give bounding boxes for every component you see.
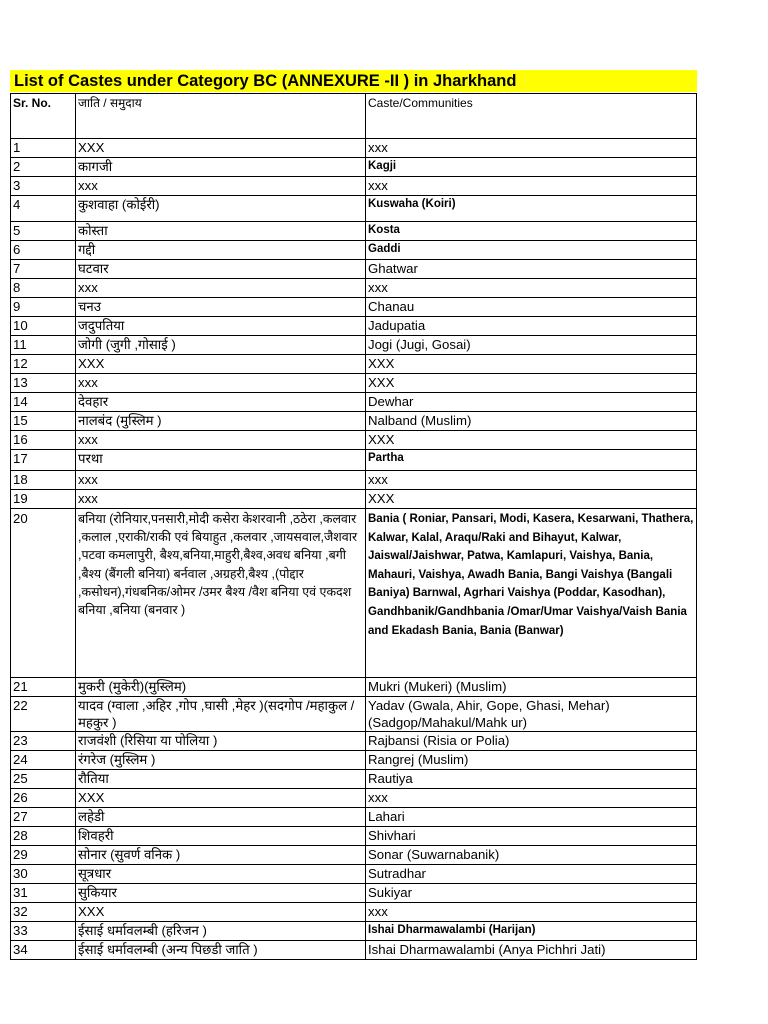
table-row <box>11 751 697 770</box>
table-row <box>11 241 697 260</box>
cell-sr-no: 15 <box>11 412 76 431</box>
cell-english: Mukri (Mukeri) (Muslim) <box>366 678 697 697</box>
cell-hindi: xxx <box>76 279 366 298</box>
cell-sr-no: 31 <box>11 884 76 903</box>
cell-sr-no: 25 <box>11 770 76 789</box>
cell-sr-no: 34 <box>11 941 76 960</box>
cell-sr-no: 22 <box>11 697 76 732</box>
cell-hindi: जदुपतिया <box>76 317 366 336</box>
cell-hindi: शिवहरी <box>76 827 366 846</box>
table-row <box>11 196 697 222</box>
cell-hindi: कुशवाहा (कोईरी) <box>76 196 366 222</box>
cell-hindi: XXX <box>76 789 366 808</box>
cell-english: XXX <box>366 374 697 393</box>
cell-sr-no: 2 <box>11 158 76 177</box>
cell-sr-no: 12 <box>11 355 76 374</box>
cell-english: Ishai Dharmawalambi (Harijan) <box>366 922 697 941</box>
cell-english: Kuswaha (Koiri) <box>366 196 697 222</box>
cell-sr-no: 20 <box>11 509 76 678</box>
cell-sr-no: 26 <box>11 789 76 808</box>
cell-hindi: xxx <box>76 374 366 393</box>
table-row <box>11 393 697 412</box>
table-row <box>11 431 697 450</box>
table-row <box>11 298 697 317</box>
page-title: List of Castes under Category BC (ANNEXURE -II ) in Jharkhand <box>10 70 697 92</box>
table-row <box>11 450 697 471</box>
cell-hindi: नालबंद (मुस्लिम ) <box>76 412 366 431</box>
table-row <box>11 941 697 960</box>
table-row <box>11 865 697 884</box>
cell-hindi: रौतिया <box>76 770 366 789</box>
cell-sr-no: 32 <box>11 903 76 922</box>
cell-sr-no: 28 <box>11 827 76 846</box>
cell-sr-no: 19 <box>11 490 76 509</box>
cell-english: xxx <box>366 279 697 298</box>
caste-table <box>10 93 697 960</box>
cell-hindi: xxx <box>76 431 366 450</box>
header-sr-no: Sr. No. <box>11 94 76 139</box>
cell-english: Chanau <box>366 298 697 317</box>
cell-sr-no: 5 <box>11 222 76 241</box>
cell-sr-no: 13 <box>11 374 76 393</box>
cell-sr-no: 16 <box>11 431 76 450</box>
cell-hindi: कोस्ता <box>76 222 366 241</box>
cell-hindi: लहेडी <box>76 808 366 827</box>
cell-hindi: सुकियार <box>76 884 366 903</box>
cell-sr-no: 24 <box>11 751 76 770</box>
table-row <box>11 139 697 158</box>
cell-sr-no: 9 <box>11 298 76 317</box>
cell-sr-no: 33 <box>11 922 76 941</box>
cell-hindi: गद्दी <box>76 241 366 260</box>
cell-hindi: मुकरी (मुकेरी)(मुस्लिम) <box>76 678 366 697</box>
cell-sr-no: 18 <box>11 471 76 490</box>
cell-hindi: सूत्रधार <box>76 865 366 884</box>
cell-english: Ishai Dharmawalambi (Anya Pichhri Jati) <box>366 941 697 960</box>
cell-english: Jadupatia <box>366 317 697 336</box>
cell-hindi: सोनार (सुवर्ण वनिक ) <box>76 846 366 865</box>
cell-english: Rangrej (Muslim) <box>366 751 697 770</box>
table-row <box>11 317 697 336</box>
cell-hindi: xxx <box>76 471 366 490</box>
table-row <box>11 770 697 789</box>
table-row <box>11 922 697 941</box>
table-row <box>11 260 697 279</box>
table-row <box>11 509 697 678</box>
cell-hindi: घटवार <box>76 260 366 279</box>
cell-hindi: राजवंशी (रिसिया या पोलिया ) <box>76 732 366 751</box>
table-row <box>11 177 697 196</box>
cell-english: xxx <box>366 139 697 158</box>
cell-english: Sukiyar <box>366 884 697 903</box>
cell-sr-no: 27 <box>11 808 76 827</box>
cell-sr-no: 17 <box>11 450 76 471</box>
table-row <box>11 884 697 903</box>
cell-hindi: देवहार <box>76 393 366 412</box>
cell-sr-no: 3 <box>11 177 76 196</box>
cell-hindi: XXX <box>76 355 366 374</box>
cell-sr-no: 30 <box>11 865 76 884</box>
cell-hindi: यादव (ग्वाला ,अहिर ,गोप ,घासी ,मेहर )(सदगोप /महाकुल /महकुर ) <box>76 697 366 732</box>
cell-sr-no: 10 <box>11 317 76 336</box>
cell-english: Dewhar <box>366 393 697 412</box>
table-row <box>11 158 697 177</box>
table-row <box>11 490 697 509</box>
table-row <box>11 336 697 355</box>
cell-hindi: चनउ <box>76 298 366 317</box>
header-english: Caste/Communities <box>366 94 697 139</box>
table-row <box>11 471 697 490</box>
header-hindi: जाति / समुदाय <box>76 94 366 139</box>
cell-english: Partha <box>366 450 697 471</box>
table-row <box>11 903 697 922</box>
cell-sr-no: 21 <box>11 678 76 697</box>
table-row <box>11 279 697 298</box>
cell-english: Bania ( Roniar, Pansari, Modi, Kasera, Kesarwani, Thathera, Kalwar, Kalal, Araqu/Raki and Bihayut, Kalwar, Jaiswal/Jaishwar, Patwa, Kamlapuri, Vaishya, Bania, Mahauri, Vaishya, Awadh Bania, Bangi Vaishya (Bangali Baniya) Barnwal, Agrhari Vaishya (Poddar, Kasodhan), Gandhbanik/Gandhbania /Omar/Umar Vaishya/Vaish Bania and Ekadash Bania, Bania (Banwar) <box>366 509 697 678</box>
cell-hindi: XXX <box>76 139 366 158</box>
cell-english: Sonar (Suwarnabanik) <box>366 846 697 865</box>
table-row <box>11 412 697 431</box>
cell-english: Gaddi <box>366 241 697 260</box>
cell-hindi: रंगरेज (मुस्लिम ) <box>76 751 366 770</box>
cell-english: Lahari <box>366 808 697 827</box>
table-row <box>11 697 697 732</box>
cell-sr-no: 1 <box>11 139 76 158</box>
cell-english: Yadav (Gwala, Ahir, Gope, Ghasi, Mehar) (Sadgop/Mahakul/Mahk ur) <box>366 697 697 732</box>
cell-english: XXX <box>366 355 697 374</box>
cell-hindi: ईसाई धर्मावलम्बी (अन्य पिछडी जाति ) <box>76 941 366 960</box>
cell-english: Jogi (Jugi, Gosai) <box>366 336 697 355</box>
cell-english: Kagji <box>366 158 697 177</box>
cell-hindi: ईसाई धर्मावलम्बी (हरिजन ) <box>76 922 366 941</box>
cell-english: Kosta <box>366 222 697 241</box>
table-row <box>11 374 697 393</box>
table-row <box>11 808 697 827</box>
cell-sr-no: 14 <box>11 393 76 412</box>
cell-hindi: xxx <box>76 490 366 509</box>
table-row <box>11 827 697 846</box>
cell-hindi: XXX <box>76 903 366 922</box>
cell-english: xxx <box>366 789 697 808</box>
cell-english: xxx <box>366 471 697 490</box>
cell-english: XXX <box>366 431 697 450</box>
table-row <box>11 846 697 865</box>
cell-english: Ghatwar <box>366 260 697 279</box>
cell-sr-no: 6 <box>11 241 76 260</box>
cell-english: Sutradhar <box>366 865 697 884</box>
table-row <box>11 355 697 374</box>
table-row <box>11 732 697 751</box>
cell-hindi: जोगी (जुगी ,गोसाई ) <box>76 336 366 355</box>
cell-hindi: कागजी <box>76 158 366 177</box>
table-header-row <box>11 94 697 139</box>
cell-hindi: बनिया (रोनियार,पनसारी,मोदी कसेरा केशरवानी ,ठठेरा ,कलवार ,कलाल ,एराकी/राकी एवं बियाहुत ,कलवार ,जायसवाल,जैशवार ,पटवा कमलापुरी, बैश्य,बनिया,माहुरी,बैश्व,अवध बनिया ,बगी ,बैश्य (बैंगली बनिया) बर्नवाल ,अग्रहरी,बैश्य ,(पोद्दार ,कसोधन),गंधबनिक/ओमर /उमर बैश्य /वैश बनिया एवं एकदश बनिया ,बनिया (बनवार ) <box>76 509 366 678</box>
cell-english: Nalband (Muslim) <box>366 412 697 431</box>
cell-sr-no: 4 <box>11 196 76 222</box>
table-row <box>11 222 697 241</box>
table-row <box>11 789 697 808</box>
cell-sr-no: 23 <box>11 732 76 751</box>
cell-english: Shivhari <box>366 827 697 846</box>
cell-english: Rautiya <box>366 770 697 789</box>
cell-sr-no: 7 <box>11 260 76 279</box>
cell-english: Rajbansi (Risia or Polia) <box>366 732 697 751</box>
cell-sr-no: 29 <box>11 846 76 865</box>
cell-sr-no: 8 <box>11 279 76 298</box>
cell-sr-no: 11 <box>11 336 76 355</box>
table-row <box>11 678 697 697</box>
cell-english: xxx <box>366 903 697 922</box>
cell-english: XXX <box>366 490 697 509</box>
cell-hindi: परथा <box>76 450 366 471</box>
cell-hindi: xxx <box>76 177 366 196</box>
cell-english: xxx <box>366 177 697 196</box>
